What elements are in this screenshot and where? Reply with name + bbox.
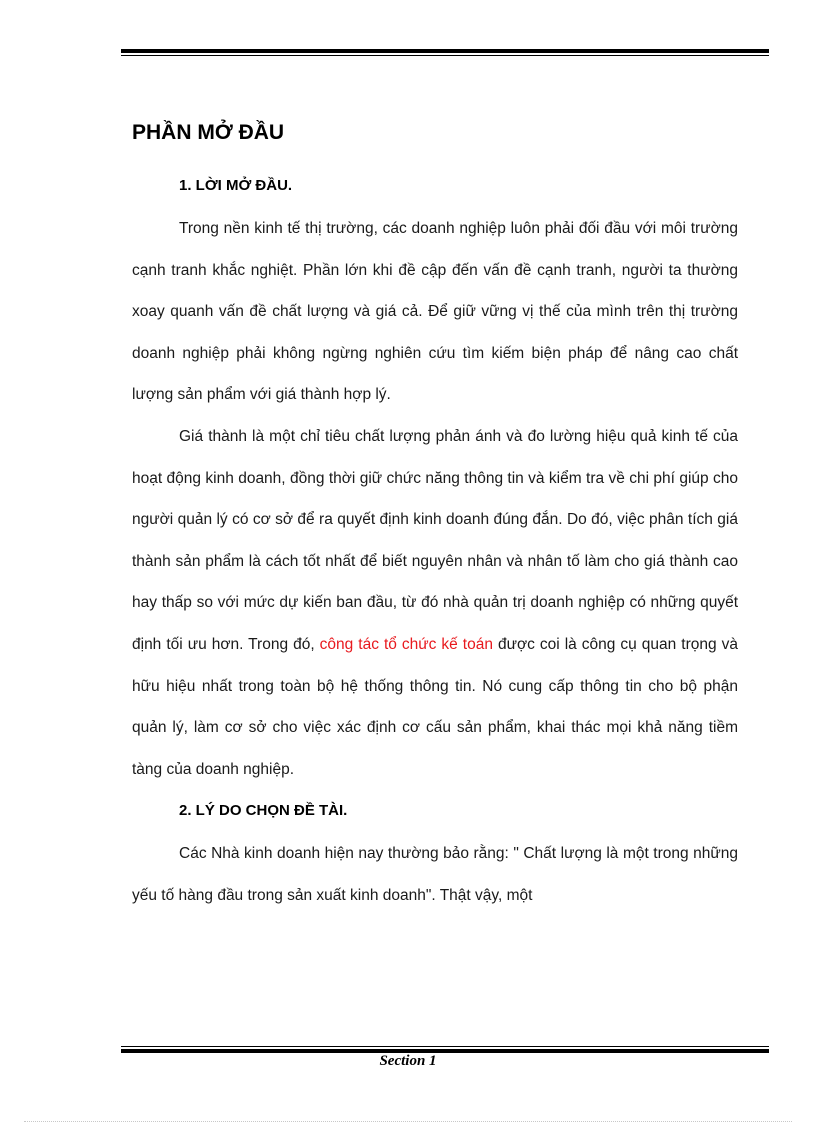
paragraph-intro-2-end: được coi là công cụ quan trọng và hữu hiệu nhất trong toàn bộ hệ thống thông tin. Nó cung cấp thông tin cho bộ phận quản lý, làm cơ sở cho việc xác định cơ cấu sản phẩm, khai thác mọi khả năng tiềm tàng của doanh nghiệp.	[132, 635, 739, 778]
page-body	[132, 118, 738, 917]
document-title: PHẦN MỞ ĐẦU	[132, 121, 285, 144]
paragraph-intro-2	[132, 416, 738, 790]
highlighted-phrase: công tác tổ chức kế toán	[319, 635, 493, 653]
page-edge	[24, 1121, 792, 1122]
paragraph-intro-1: Trong nền kinh tế thị trường, các doanh nghiệp luôn phải đối đầu với môi trường cạnh tranh khắc nghiệt. Phần lớn khi đề cập đến vấn đề cạnh tranh, người ta thường xoay quanh vấn đề chất lượng và giá cả. Để giữ vững vị thế của mình trên thị trường doanh nghiệp phải không ngừng nghiên cứu tìm kiếm biện pháp để nâng cao chất lượng sản phẩm với giá thành hợp lý.	[132, 220, 738, 404]
section-heading-reason: 2. LÝ DO CHỌN ĐỀ TÀI.	[179, 802, 348, 820]
footer-section-label: Section 1	[379, 1053, 437, 1069]
section-heading-intro: 1. LỜI MỞ ĐẦU.	[179, 177, 293, 194]
footer-rule	[121, 1046, 769, 1053]
paragraph-intro-2-start: Giá thành là một chỉ tiêu chất lượng phản ánh và đo lường hiệu quả kinh tế của hoạt động kinh doanh, đồng thời giữ chức năng thông tin và kiểm tra về chi phí giúp cho người quản lý có cơ sở để ra quyết định kinh doanh đúng đắn. Do đó, việc phân tích giá thành sản phẩm là cách tốt nhất để biết nguyên nhân và nhân tố làm cho giá thành cao hay thấp so với mức dự kiến ban đầu, từ đó nhà quản trị doanh nghiệp có những quyết định tối ưu hơn. Trong đó,	[132, 427, 738, 653]
header-rule	[121, 49, 769, 56]
paragraph-reason-1: Các Nhà kinh doanh hiện nay thường bảo rằng: " Chất lượng là một trong những yếu tố hàng đầu trong sản xuất kinh doanh". Thật vậy, một	[132, 845, 738, 904]
